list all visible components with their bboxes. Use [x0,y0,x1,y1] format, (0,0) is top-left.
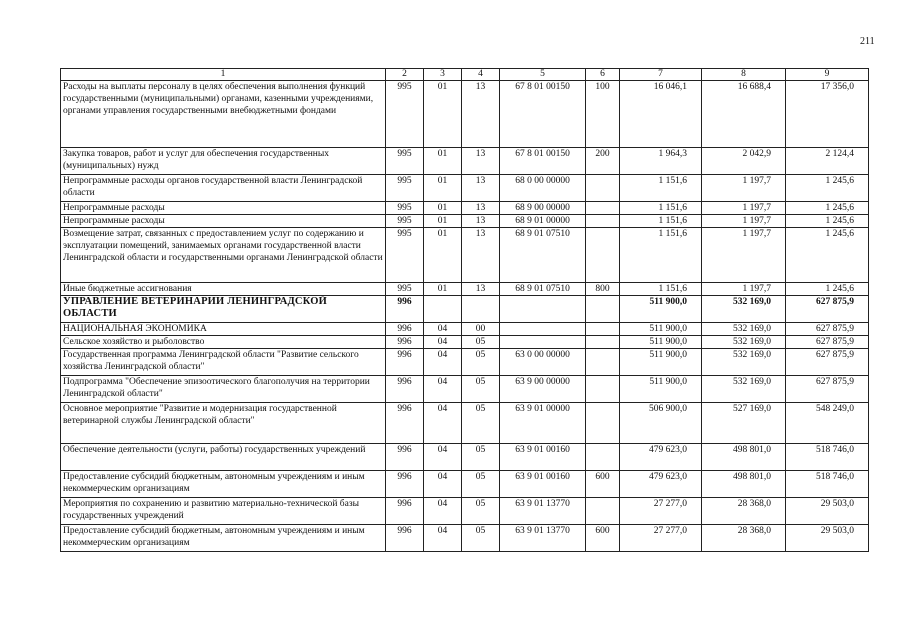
gra-code-cell: 996 [386,444,424,471]
amount-cell: 1 245,6 [786,228,869,283]
gra-code-cell: 995 [386,202,424,215]
amount-cell: 2 042,9 [702,148,786,175]
row-name-cell: Закупка товаров, работ и услуг для обеспечения государственных (муниципальных) нужд [61,148,386,175]
amount-cell: 1 197,7 [702,175,786,202]
amount-cell: 1 245,6 [786,175,869,202]
header-cell: 3 [424,69,462,81]
row-name-cell: Предоставление субсидий бюджетным, автономным учреждениям и иным некоммерческим организациям [61,471,386,498]
gra-code-cell: 996 [386,403,424,444]
section-code-cell: 04 [424,498,462,525]
gra-code-cell: 995 [386,215,424,228]
amount-cell: 532 169,0 [702,336,786,349]
table-row [61,444,869,471]
header-cell: 6 [586,69,620,81]
amount-cell: 28 368,0 [702,525,786,552]
subsection-code-cell: 13 [462,228,500,283]
target-article-cell: 63 9 01 00160 [500,444,586,471]
table-row [61,349,869,376]
amount-cell: 627 875,9 [786,376,869,403]
amount-cell: 28 368,0 [702,498,786,525]
expense-type-cell [586,175,620,202]
expense-type-cell [586,228,620,283]
header-row [61,69,869,81]
section-code-cell: 01 [424,81,462,148]
row-name-cell: Расходы на выплаты персоналу в целях обеспечения выполнения функций государственными (муниципальными) органами, казенными учреждениями, органами управления государственными внебюджетными фондами [61,81,386,148]
amount-cell: 511 900,0 [620,376,702,403]
subsection-code-cell: 05 [462,525,500,552]
amount-cell: 17 356,0 [786,81,869,148]
amount-cell: 627 875,9 [786,336,869,349]
gra-code-cell: 996 [386,498,424,525]
section-code-cell: 04 [424,336,462,349]
amount-cell: 1 245,6 [786,215,869,228]
amount-cell: 1 151,6 [620,283,702,296]
subsection-code-cell: 05 [462,336,500,349]
target-article-cell: 68 0 00 00000 [500,175,586,202]
amount-cell: 1 197,7 [702,283,786,296]
target-article-cell: 63 9 01 13770 [500,525,586,552]
amount-cell: 518 746,0 [786,444,869,471]
section-code-cell: 04 [424,376,462,403]
section-code-cell: 04 [424,349,462,376]
amount-cell: 532 169,0 [702,296,786,323]
amount-cell: 527 169,0 [702,403,786,444]
gra-code-cell: 996 [386,376,424,403]
amount-cell: 2 124,4 [786,148,869,175]
table-row [61,148,869,175]
section-code-cell: 04 [424,444,462,471]
row-name-cell: Подпрограмма "Обеспечение эпизоотического благополучия на территории Ленинградской области" [61,376,386,403]
expense-type-cell [586,215,620,228]
amount-cell: 1 197,7 [702,215,786,228]
gra-code-cell: 995 [386,81,424,148]
amount-cell: 627 875,9 [786,296,869,323]
subsection-code-cell: 13 [462,283,500,296]
row-name-cell: Непрограммные расходы [61,215,386,228]
amount-cell: 518 746,0 [786,471,869,498]
page-number: 211 [860,36,875,47]
table-row [61,336,869,349]
amount-cell: 498 801,0 [702,471,786,498]
target-article-cell: 63 9 01 00000 [500,403,586,444]
gra-code-cell: 995 [386,148,424,175]
gra-code-cell: 996 [386,296,424,323]
row-name-cell: Обеспечение деятельности (услуги, работы) государственных учреждений [61,444,386,471]
amount-cell: 1 245,6 [786,202,869,215]
subsection-code-cell: 05 [462,349,500,376]
target-article-cell: 67 8 01 00150 [500,148,586,175]
row-name-cell: Основное мероприятие "Развитие и модернизация государственной ветеринарной службы Ленинградской области" [61,403,386,444]
header-cell: 9 [786,69,869,81]
section-code-cell: 04 [424,403,462,444]
header-cell: 1 [61,69,386,81]
section-code-cell: 01 [424,202,462,215]
section-code-cell: 01 [424,215,462,228]
amount-cell: 511 900,0 [620,349,702,376]
amount-cell: 1 151,6 [620,228,702,283]
header-cell: 5 [500,69,586,81]
expense-type-cell: 600 [586,471,620,498]
section-code-cell: 01 [424,148,462,175]
row-name-cell: Непрограммные расходы органов государственной власти Ленинградской области [61,175,386,202]
target-article-cell: 63 9 01 00160 [500,471,586,498]
amount-cell: 29 503,0 [786,498,869,525]
section-code-cell: 04 [424,471,462,498]
amount-cell: 548 249,0 [786,403,869,444]
amount-cell: 1 197,7 [702,202,786,215]
amount-cell: 506 900,0 [620,403,702,444]
row-name-cell: Предоставление субсидий бюджетным, автономным учреждениям и иным некоммерческим организациям [61,525,386,552]
expense-type-cell: 100 [586,81,620,148]
gra-code-cell: 996 [386,525,424,552]
table-row [61,228,869,283]
table-row [61,403,869,444]
row-name-cell: УПРАВЛЕНИЕ ВЕТЕРИНАРИИ ЛЕНИНГРАДСКОЙ ОБЛАСТИ [61,296,386,323]
target-article-cell: 68 9 01 07510 [500,228,586,283]
subsection-code-cell: 13 [462,175,500,202]
amount-cell: 16 688,4 [702,81,786,148]
row-name-cell: Иные бюджетные ассигнования [61,283,386,296]
subsection-code-cell [462,296,500,323]
amount-cell: 532 169,0 [702,376,786,403]
table-row [61,283,869,296]
target-article-cell: 67 8 01 00150 [500,81,586,148]
amount-cell: 479 623,0 [620,471,702,498]
target-article-cell [500,323,586,336]
table-row [61,376,869,403]
table-row [61,498,869,525]
target-article-cell: 68 9 01 07510 [500,283,586,296]
target-article-cell: 68 9 00 00000 [500,202,586,215]
header-cell: 7 [620,69,702,81]
amount-cell: 1 151,6 [620,175,702,202]
gra-code-cell: 996 [386,323,424,336]
expense-type-cell [586,403,620,444]
gra-code-cell: 995 [386,175,424,202]
table-row [61,202,869,215]
subsection-code-cell: 05 [462,444,500,471]
subsection-code-cell: 05 [462,403,500,444]
expense-type-cell: 800 [586,283,620,296]
amount-cell: 511 900,0 [620,323,702,336]
amount-cell: 511 900,0 [620,336,702,349]
subsection-code-cell: 05 [462,498,500,525]
row-name-cell: Мероприятия по сохранению и развитию материально-технической базы государственных учреждений [61,498,386,525]
header-cell: 4 [462,69,500,81]
amount-cell: 1 151,6 [620,202,702,215]
amount-cell: 627 875,9 [786,349,869,376]
expense-type-cell: 600 [586,525,620,552]
gra-code-cell: 995 [386,228,424,283]
amount-cell: 1 964,3 [620,148,702,175]
expense-type-cell [586,444,620,471]
gra-code-cell: 996 [386,349,424,376]
row-name-cell: Возмещение затрат, связанных с предоставлением услуг по содержанию и эксплуатации помещений, занимаемых органами государственной власти Ленинградской области и государственными органами Ленинградской области [61,228,386,283]
amount-cell: 532 169,0 [702,323,786,336]
expense-type-cell [586,349,620,376]
section-code-cell [424,296,462,323]
header-cell: 2 [386,69,424,81]
subsection-code-cell: 13 [462,148,500,175]
subsection-code-cell: 05 [462,471,500,498]
budget-table [60,68,869,552]
expense-type-cell: 200 [586,148,620,175]
subsection-code-cell: 13 [462,81,500,148]
target-article-cell: 63 9 01 13770 [500,498,586,525]
table-row [61,296,869,323]
row-name-cell: Государственная программа Ленинградской области "Развитие сельского хозяйства Ленинградской области" [61,349,386,376]
amount-cell: 498 801,0 [702,444,786,471]
expense-type-cell [586,336,620,349]
amount-cell: 479 623,0 [620,444,702,471]
amount-cell: 27 277,0 [620,498,702,525]
expense-type-cell [586,296,620,323]
row-name-cell: Непрограммные расходы [61,202,386,215]
table-row [61,525,869,552]
gra-code-cell: 996 [386,471,424,498]
section-code-cell: 01 [424,175,462,202]
amount-cell: 27 277,0 [620,525,702,552]
amount-cell: 1 197,7 [702,228,786,283]
section-code-cell: 01 [424,283,462,296]
target-article-cell: 63 0 00 00000 [500,349,586,376]
expense-type-cell [586,202,620,215]
section-code-cell: 04 [424,323,462,336]
target-article-cell [500,336,586,349]
target-article-cell: 68 9 01 00000 [500,215,586,228]
amount-cell: 29 503,0 [786,525,869,552]
amount-cell: 532 169,0 [702,349,786,376]
amount-cell: 16 046,1 [620,81,702,148]
target-article-cell: 63 9 00 00000 [500,376,586,403]
table-row [61,471,869,498]
table-row [61,323,869,336]
table-row [61,175,869,202]
amount-cell: 627 875,9 [786,323,869,336]
expense-type-cell [586,376,620,403]
subsection-code-cell: 13 [462,215,500,228]
amount-cell: 1 245,6 [786,283,869,296]
row-name-cell: НАЦИОНАЛЬНАЯ ЭКОНОМИКА [61,323,386,336]
section-code-cell: 04 [424,525,462,552]
subsection-code-cell: 13 [462,202,500,215]
header-cell: 8 [702,69,786,81]
section-code-cell: 01 [424,228,462,283]
amount-cell: 511 900,0 [620,296,702,323]
row-name-cell: Сельское хозяйство и рыболовство [61,336,386,349]
table-row [61,81,869,148]
gra-code-cell: 996 [386,336,424,349]
gra-code-cell: 995 [386,283,424,296]
expense-type-cell [586,323,620,336]
expense-type-cell [586,498,620,525]
subsection-code-cell: 00 [462,323,500,336]
amount-cell: 1 151,6 [620,215,702,228]
table-row [61,215,869,228]
target-article-cell [500,296,586,323]
subsection-code-cell: 05 [462,376,500,403]
